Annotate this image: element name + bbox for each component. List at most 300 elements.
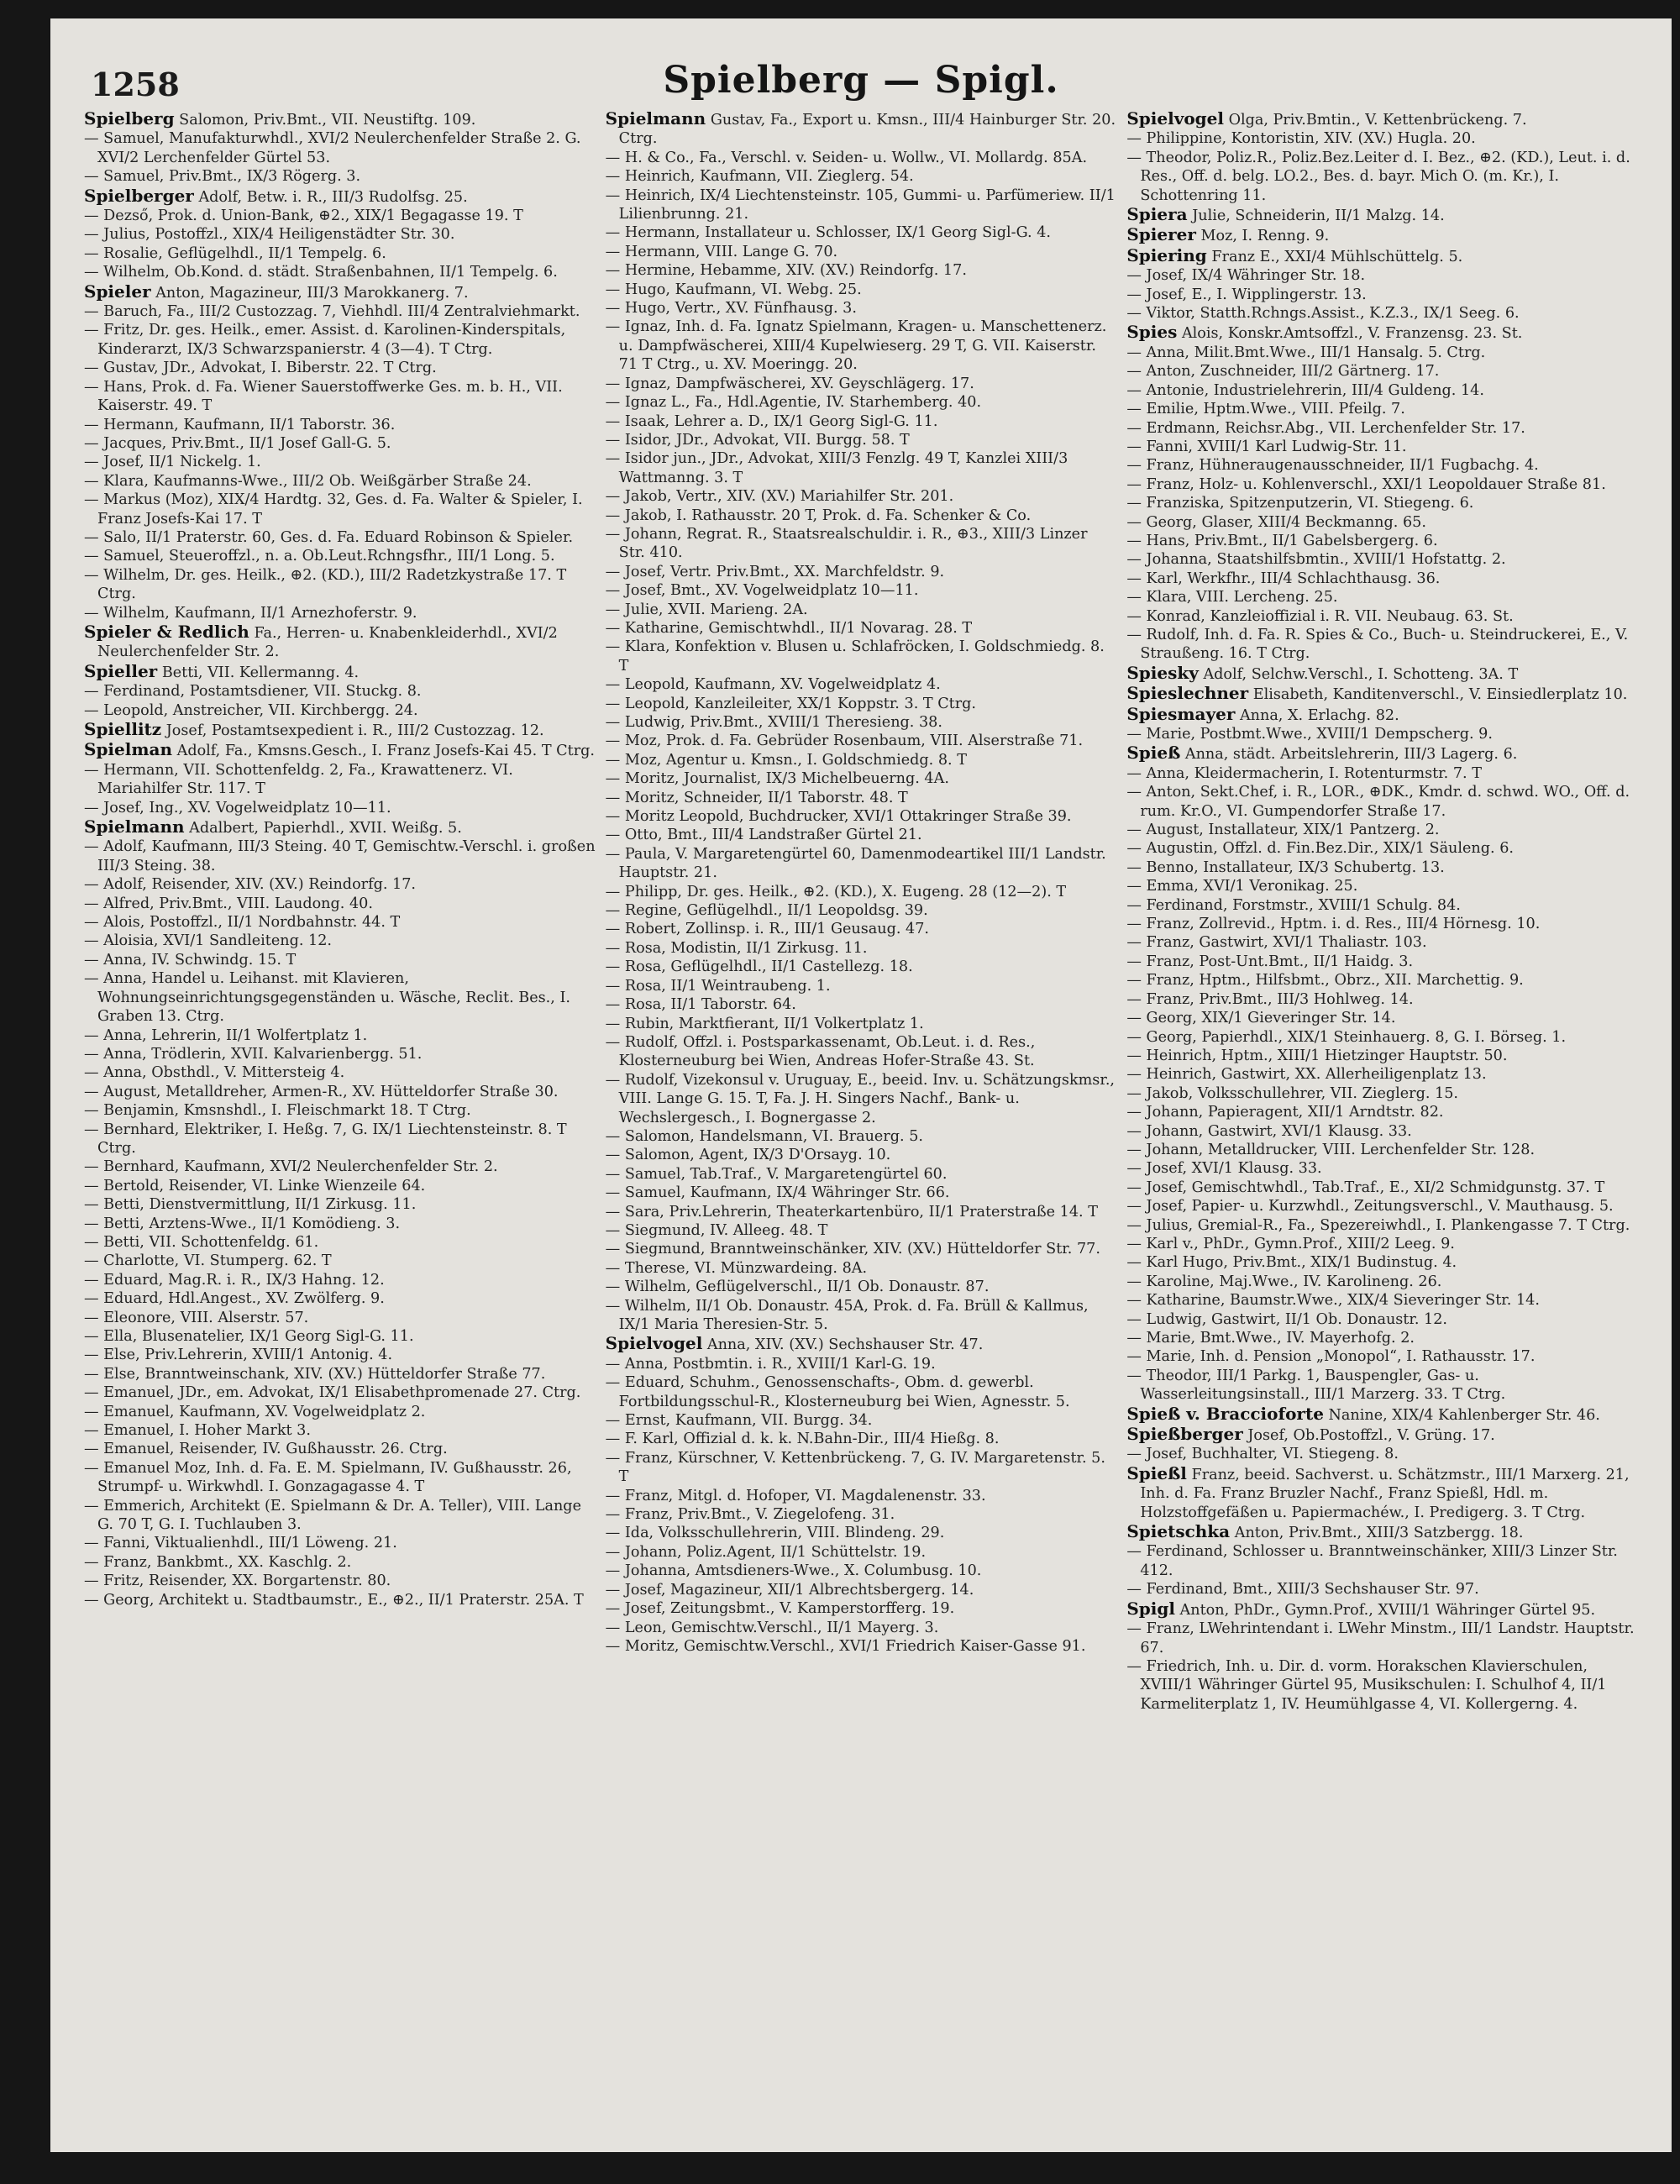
directory-entry [606, 281, 1117, 299]
entry-text: — Rubin, Marktfierant, II/1 Volkertplatz 1. [605, 1015, 924, 1032]
entry-text: — Klara, Konfektion v. Blusen u. Schlafröcken, I. Goldschmiedg. 8. T [605, 638, 1105, 675]
directory-entry [606, 713, 1117, 732]
entry-text: — Moz, Prok. d. Fa. Gebrüder Rosenbaum, VIII. Alserstraße 71. [605, 732, 1084, 750]
directory-entry [606, 525, 1117, 563]
entry-text: Franz E., XXI/4 Mühlschüttelg. 5. [1211, 248, 1463, 265]
entry-text: — Franziska, Spitzenputzerin, VI. Stiegeng. 6. [1126, 495, 1474, 512]
directory-entry [606, 581, 1117, 600]
entry-text: — Hans, Prok. d. Fa. Wiener Sauerstoffwerke Ges. m. b. H., VII. Kaiserstr. 49. T [84, 378, 563, 415]
directory-entry [84, 1252, 596, 1270]
directory-entry [84, 951, 596, 969]
directory-entry [84, 701, 596, 720]
column-2 [606, 109, 1117, 2125]
entry-surname: Spieller [84, 660, 158, 681]
directory-entry [1126, 953, 1638, 971]
directory-entry [84, 720, 596, 740]
directory-entry [84, 207, 596, 225]
entry-text: — Ludwig, Gastwirt, II/1 Ob. Donaustr. 12. [1126, 1310, 1448, 1328]
directory-entry [84, 1233, 596, 1252]
directory-entry [84, 321, 596, 359]
entry-text: — Emanuel, I. Hoher Markt 3. [84, 1422, 311, 1440]
entry-text: — Ludwig, Priv.Bmt., XVIII/1 Theresieng. 38. [605, 714, 942, 731]
entry-text: — Karl v., PhDr., Gymn.Prof., XIII/2 Leeg. 9. [1126, 1235, 1455, 1252]
entry-text: Adolf, Selchw.Verschl., I. Schotteng. 3A. T [1203, 665, 1519, 683]
directory-entry [606, 261, 1117, 280]
entry-surname: Spielberg [84, 109, 175, 129]
directory-entry [606, 1071, 1117, 1127]
entry-text: — Salomon, Handelsmann, VI. Brauerg. 5. [605, 1127, 923, 1145]
entry-text: — Fritz, Dr. ges. Heilk., emer. Assist. d. Karolinen-Kinderspitals, Kinderarzt, IX/3 Schwarzspanierstr. 4 (3—4). T Ctrg. [84, 322, 566, 358]
directory-entry [1126, 438, 1638, 456]
entry-text: — Isidor, JDr., Advokat, VII. Burgg. 58. T [605, 431, 910, 449]
directory-entry [1126, 1273, 1638, 1291]
entry-text: — Robert, Zollinsp. i. R., III/1 Geusaug. 47. [605, 921, 930, 938]
directory-entry [606, 807, 1117, 826]
directory-entry [1126, 494, 1638, 512]
directory-entry [1126, 1047, 1638, 1065]
directory-entry [84, 225, 596, 244]
entry-text: — Rudolf, Offzl. i. Postsparkassenamt, Ob.Leut. i. d. Res., Klosterneuburg bei Wien, Andreas Hofer-Straße 43. St. [605, 1033, 1036, 1070]
entry-text: — Franz, Post-Unt.Bmt., II/1 Haidg. 3. [1126, 953, 1414, 970]
entry-text: Olga, Priv.Bmtin., V. Kettenbrückeng. 7. [1228, 112, 1527, 129]
directory-entry [1126, 419, 1638, 438]
entry-text: — Emanuel, Reisender, IV. Gußhausstr. 26. Ctrg. [84, 1441, 448, 1458]
directory-entry [1126, 286, 1638, 304]
directory-entry [606, 1278, 1117, 1296]
entry-text: — Wilhelm, Geflügelverschl., II/1 Ob. Donaustr. 87. [605, 1278, 990, 1296]
directory-entry [606, 601, 1117, 619]
directory-entry [84, 817, 596, 837]
entry-text: — Rudolf, Vizekonsul v. Uruguay, E., beeid. Inv. u. Schätzungskmsr., VIII. Lange G. 15. T, Fa. J. H. Singers Nachf., Bank- u. Wechslergesch., I. Bognergasse 2. [605, 1071, 1115, 1126]
directory-entry [84, 1063, 596, 1082]
entry-text: — Anna, Handel u. Leihanst. mit Klavieren, Wohnungseinrichtungsgegenständen u. Wäsche, Reclit. Bes., I. Graben 13. Ctrg. [84, 970, 570, 1026]
directory-entry [1126, 1141, 1638, 1159]
entry-text: — Ignaz, Dampfwäscherei, XV. Geyschlägerg. 17. [605, 375, 974, 392]
directory-entry [84, 378, 596, 416]
directory-entry [1126, 1599, 1638, 1620]
entry-text: — Wilhelm, Ob.Kond. d. städt. Straßenbahnen, II/1 Tempelg. 6. [84, 264, 558, 281]
directory-columns [84, 109, 1638, 2125]
entry-text: — Salomon, Agent, IX/3 D'Orsayg. 10. [605, 1147, 891, 1164]
entry-text: — Emilie, Hptm.Wwe., VIII. Pfeilg. 7. [1126, 401, 1405, 418]
directory-entry [84, 799, 596, 817]
entry-text: — Josef, Ing., XV. Vogelweidplatz 10—11. [84, 799, 391, 816]
directory-entry [84, 472, 596, 491]
directory-entry [84, 453, 596, 471]
entry-text: — Franz, Priv.Bmt., III/3 Hohlweg. 14. [1126, 990, 1414, 1008]
directory-entry [606, 1033, 1117, 1071]
entry-text: — August, Installateur, XIX/1 Pantzerg. 2. [1126, 822, 1440, 839]
entry-text: Anna, XIV. (XV.) Sechshauser Str. 47. [706, 1336, 984, 1354]
directory-entry [606, 1430, 1117, 1448]
entry-text: — Johanna, Staatshilfsbmtin., XVIII/1 Hofstattg. 2. [1126, 551, 1506, 569]
entry-text: — Hermann, VII. Schottenfeldg. 2, Fa., Krawattenerz. VI. Mariahilfer Str. 117. T [84, 761, 513, 798]
entry-text: — Isidor jun., JDr., Advokat, XIII/3 Fenzlg. 49 T, Kanzlei XIII/3 Wattmanng. 3. T [605, 450, 1068, 486]
directory-entry [1126, 362, 1638, 381]
entry-text: — Eduard, Mag.R. i. R., IX/3 Hahng. 12. [84, 1271, 385, 1289]
directory-entry [84, 1195, 596, 1214]
directory-entry [1126, 129, 1638, 148]
directory-entry [1126, 1028, 1638, 1047]
entry-text: — Charlotte, VI. Stumperg. 62. T [84, 1252, 332, 1270]
entry-surname: Spiera [1126, 204, 1188, 225]
entry-text: — Samuel, Manufakturwhdl., XVI/2 Neulerchenfelder Straße 2. G. XVI/2 Lerchenfelder Gürtel 53. [84, 130, 581, 166]
entry-text: — Betti, Dienstvermittlung, II/1 Zirkusg. 11. [84, 1196, 417, 1214]
directory-entry [84, 932, 596, 950]
directory-entry [84, 282, 596, 302]
entry-text: — Else, Priv.Lehrerin, XVIII/1 Antonig. 4. [84, 1347, 393, 1364]
entry-text: — Katharine, Baumstr.Wwe., XIX/4 Sieveringer Str. 14. [1126, 1292, 1540, 1310]
entry-text: — Marie, Bmt.Wwe., IV. Mayerhofg. 2. [1126, 1330, 1415, 1347]
entry-text: — Josef, IX/4 Währinger Str. 18. [1126, 267, 1366, 285]
entry-text: — Hermine, Hebamme, XIV. (XV.) Reindorfg. 17. [605, 262, 967, 280]
directory-entry [1126, 266, 1638, 285]
entry-text: Betti, VII. Kellermanng. 4. [161, 664, 360, 681]
entry-text: — Betti, Arztens-Wwe., II/1 Komödieng. 3. [84, 1215, 401, 1232]
entry-text: — Paula, V. Margaretengürtel 60, Damenmodeartikel III/1 Landstr. Hauptstr. 21. [605, 845, 1106, 882]
directory-page [50, 18, 1672, 2152]
entry-text: — Josef, II/1 Nickelg. 1. [84, 454, 261, 471]
directory-entry [84, 1534, 596, 1552]
directory-entry [606, 1127, 1117, 1146]
entry-text: Nanine, XIX/4 Kahlenberger Str. 46. [1328, 1406, 1600, 1424]
directory-entry [606, 826, 1117, 844]
entry-text: — Ferdinand, Postamtsdiener, VII. Stuckg. 8. [84, 683, 422, 701]
directory-entry [606, 958, 1117, 976]
entry-text: Anton, Priv.Bmt., XIII/3 Satzbergg. 18. [1234, 1525, 1524, 1542]
entry-text: — Heinrich, Kaufmann, VII. Zieglerg. 54. [605, 168, 914, 186]
entry-text: — Bernhard, Kaufmann, XVI/2 Neulerchenfelder Str. 2. [84, 1158, 498, 1176]
entry-text: Julie, Schneiderin, II/1 Malzg. 14. [1192, 207, 1445, 225]
entry-text: — Regine, Geflügelhdl., II/1 Leopoldsg. 39. [605, 902, 928, 920]
directory-entry [1126, 1009, 1638, 1027]
entry-text: Adolf, Fa., Kmsns.Gesch., I. Franz Josefs-Kai 45. T Ctrg. [176, 743, 595, 760]
entry-text: — Else, Branntweinschank, XIV. (XV.) Hütteldorfer Straße 77. [84, 1365, 546, 1383]
entry-text: — Samuel, Steueroffzl., n. a. Ob.Leut.Rchngsfhr., III/1 Long. 5. [84, 548, 555, 565]
entry-surname: Spielman [84, 739, 173, 760]
directory-entry [1126, 1522, 1638, 1542]
directory-entry [606, 920, 1117, 938]
directory-entry [1126, 1253, 1638, 1272]
directory-entry [1126, 323, 1638, 343]
directory-entry [606, 751, 1117, 769]
entry-text: — Hugo, Kaufmann, VI. Webg. 25. [605, 281, 862, 298]
entry-surname: Spiesmayer [1126, 703, 1236, 724]
directory-entry [84, 837, 596, 875]
entry-text: — Anton, Zuschneider, III/2 Gärtnerg. 17. [1126, 363, 1440, 381]
entry-text: — Ella, Blusenatelier, IX/1 Georg Sigl-G. 11. [84, 1328, 414, 1345]
directory-entry [606, 695, 1117, 713]
directory-entry [1126, 971, 1638, 990]
entry-surname: Spiellitz [84, 719, 162, 739]
directory-entry [84, 1121, 596, 1158]
entry-text: — Ignaz L., Fa., Hdl.Agentie, IV. Starhemberg. 40. [605, 394, 982, 412]
directory-entry [1126, 109, 1638, 129]
directory-entry [1126, 1445, 1638, 1463]
directory-entry [84, 622, 596, 662]
directory-entry [84, 1026, 596, 1045]
directory-entry [1126, 456, 1638, 475]
directory-entry [1126, 205, 1638, 225]
running-head: Spielberg — Spigl. [663, 59, 1059, 102]
directory-entry [1126, 607, 1638, 626]
directory-entry [1126, 1464, 1638, 1522]
entry-text: — Josef, Gemischtwhdl., Tab.Traf., E., XI/2 Schmidgunstg. 37. T [1126, 1179, 1605, 1196]
entry-text: — Karoline, Maj.Wwe., IV. Karolineng. 26. [1126, 1273, 1442, 1290]
entry-text: — Baruch, Fa., III/2 Custozzag. 7, Viehhdl. III/4 Zentralviehmarkt. [84, 303, 580, 321]
directory-entry [1126, 400, 1638, 418]
entry-text: — Rosalie, Geflügelhdl., II/1 Tempelg. 6. [84, 244, 386, 262]
entry-text: — Rosa, II/1 Taborstr. 64. [605, 996, 796, 1014]
directory-entry [606, 1165, 1117, 1184]
directory-entry [606, 1259, 1117, 1278]
directory-entry [1126, 1310, 1638, 1329]
entry-text: — Erdmann, Reichsr.Abg., VII. Lerchenfelder Str. 17. [1126, 419, 1525, 437]
entry-text: — Siegmund, IV. Alleeg. 48. T [605, 1221, 828, 1239]
entry-text: — Sara, Priv.Lehrerin, Theaterkartenbüro, II/1 Praterstraße 14. T [605, 1203, 1098, 1221]
directory-entry [606, 1581, 1117, 1599]
entry-surname: Spielberger [84, 185, 194, 206]
entry-text: — Jacques, Priv.Bmt., II/1 Josef Gall-G. 5. [84, 434, 391, 452]
directory-entry [84, 302, 596, 321]
directory-entry [606, 449, 1117, 487]
entry-text: — Markus (Moz), XIX/4 Hardtg. 32, Ges. d. Fa. Walter & Spieler, I. Franz Josefs-Kai 17. T [84, 491, 583, 528]
entry-text: — Georg, Glaser, XIII/4 Beckmanng. 65. [1126, 513, 1426, 531]
directory-entry [606, 638, 1117, 675]
entry-text: — Franz, Holz- u. Kohlenverschl., XXI/1 Leopoldauer Straße 81. [1126, 475, 1606, 493]
entry-text: — Antonie, Industrielehrerin, III/4 Guldeng. 14. [1126, 381, 1484, 399]
entry-surname: Spießl [1126, 1462, 1187, 1483]
directory-entry [84, 129, 596, 167]
directory-entry [84, 167, 596, 186]
directory-entry [84, 1440, 596, 1458]
entry-text: — Bernhard, Elektriker, I. Heßg. 7, G. IX/1 Liechtensteinstr. 8. T Ctrg. [84, 1121, 567, 1157]
entry-text: Gustav, Fa., Export u. Kmsn., III/4 Hainburger Str. 20. Ctrg. [618, 112, 1116, 148]
entry-text: — Anton, Sekt.Chef, i. R., LOR., ⊕DK., Kmdr. d. schwd. WO., Off. d. rum. Kr.O., VI. Gumpendorfer Straße 17. [1126, 784, 1630, 820]
entry-surname: Spielvogel [1126, 109, 1224, 129]
directory-entry [84, 416, 596, 434]
directory-entry [84, 1383, 596, 1402]
entry-text: — Alfred, Priv.Bmt., VIII. Laudong. 40. [84, 895, 373, 912]
entry-text: — Franz, Kürschner, V. Kettenbrückeng. 7, G. IV. Margaretenstr. 5. T [605, 1449, 1105, 1486]
directory-entry [606, 487, 1117, 506]
directory-entry [1126, 475, 1638, 494]
entry-text: — Heinrich, Hptm., XIII/1 Hietzinger Hauptstr. 50. [1126, 1047, 1508, 1064]
entry-surname: Spieß v. Braccioforte [1126, 1403, 1324, 1424]
directory-entry [606, 1637, 1117, 1656]
entry-text: — Hans, Priv.Bmt., II/1 Gabelsbergerg. 6. [1126, 532, 1438, 549]
directory-entry [84, 1497, 596, 1535]
entry-text: — Karl, Werkfhr., III/4 Schlachthausg. 36. [1126, 570, 1441, 587]
directory-entry [84, 1572, 596, 1590]
entry-text: — Johann, Papieragent, XII/1 Arndtstr. 82. [1126, 1104, 1444, 1121]
directory-entry [1126, 915, 1638, 933]
directory-entry [606, 619, 1117, 638]
directory-entry [1126, 839, 1638, 858]
entry-text: Adalbert, Papierhdl., XVII. Weißg. 5. [189, 820, 462, 837]
directory-entry [1126, 344, 1638, 362]
entry-text: — Theodor, Poliz.R., Poliz.Bez.Leiter d. I. Bez., ⊕2. (KD.), Leut. i. d. Res., Off. d. belg. LO.2., Bes. d. bayr. Mich O. (m. Kr.), I. Schottenring 11. [1126, 149, 1630, 204]
directory-entry [1126, 1065, 1638, 1084]
entry-text: — Viktor, Statth.Rchngs.Assist., K.Z.3., IX/1 Seeg. 6. [1126, 305, 1520, 323]
directory-entry [606, 977, 1117, 995]
entry-text: — Georg, Papierhdl., XIX/1 Steinhauerg. 8, G. I. Börseg. 1. [1126, 1028, 1567, 1046]
entry-text: — Anna, Kleidermacherin, I. Rotenturmstr. 7. T [1126, 764, 1482, 782]
directory-entry [1126, 550, 1638, 569]
entry-text: — Josef, E., I. Wipplingerstr. 13. [1126, 286, 1367, 303]
directory-entry [606, 412, 1117, 431]
directory-entry [84, 359, 596, 377]
directory-entry [606, 431, 1117, 449]
directory-entry [1126, 1291, 1638, 1310]
entry-text: Adolf, Betw. i. R., III/3 Rudolfsg. 25. [198, 188, 468, 206]
entry-text: — Ida, Volksschullehrerin, VIII. Blindeng. 29. [605, 1525, 945, 1542]
directory-entry [1126, 1179, 1638, 1197]
entry-text: — Moritz, Gemischtw.Verschl., XVI/1 Friedrich Kaiser-Gasse 91. [605, 1637, 1086, 1655]
directory-entry [1126, 1542, 1638, 1580]
directory-entry [606, 939, 1117, 958]
directory-entry [606, 109, 1117, 149]
entry-text: — Josef, Buchhalter, VI. Stiegeng. 8. [1126, 1446, 1399, 1463]
directory-entry [1126, 664, 1638, 684]
entry-text: — Anna, Obsthdl., V. Mittersteig 4. [84, 1064, 345, 1082]
entry-surname: Spieß [1126, 743, 1181, 764]
directory-entry [1126, 743, 1638, 764]
directory-entry [1126, 1103, 1638, 1121]
directory-entry [84, 244, 596, 263]
entry-text: — Augustin, Offzl. d. Fin.Bez.Dir., XIX/1 Säuleng. 6. [1126, 840, 1514, 858]
directory-entry [84, 186, 596, 207]
directory-entry [606, 186, 1117, 224]
page-number: 1258 [91, 66, 180, 103]
directory-entry [84, 1421, 596, 1440]
entry-text: — Wilhelm, II/1 Ob. Donaustr. 45A, Prok. d. Fa. Brüll & Kallmus, IX/1 Maria Theresien-Str. 5. [605, 1297, 1089, 1333]
directory-entry [606, 167, 1117, 186]
directory-entry [84, 566, 596, 604]
entry-text: — Emma, XVI/1 Veronikag. 25. [1126, 878, 1358, 895]
directory-entry [606, 149, 1117, 167]
entry-text: — Gustav, JDr., Advokat, I. Biberstr. 22. T Ctrg. [84, 360, 437, 377]
directory-entry [84, 1365, 596, 1383]
entry-text: — Julie, XVII. Marieng. 2A. [605, 601, 808, 618]
entry-surname: Spiering [1126, 244, 1207, 265]
entry-text: — Samuel, Priv.Bmt., IX/3 Rögerg. 3. [84, 168, 361, 186]
entry-text: — Theodor, III/1 Parkg. 1, Bauspengler, Gas- u. Wasserleitungsinstall., III/1 Marzerg. 33. T Ctrg. [1126, 1367, 1506, 1404]
directory-entry [606, 1411, 1117, 1430]
entry-text: — Franz, Gastwirt, XVI/1 Thaliastr. 103. [1126, 934, 1427, 952]
directory-entry [1126, 304, 1638, 323]
entry-text: — Hermann, VIII. Lange G. 70. [605, 243, 838, 260]
entry-text: Moz, I. Renng. 9. [1200, 228, 1330, 245]
directory-entry [84, 1459, 596, 1497]
entry-text: — Moritz Leopold, Buchdrucker, XVI/1 Ottakringer Straße 39. [605, 808, 1072, 826]
entry-text: — Hermann, Installateur u. Schlosser, IX/1 Georg Sigl-G. 4. [605, 224, 1052, 242]
directory-entry [1126, 1122, 1638, 1141]
entry-text: Fa., Herren- u. Knabenkleiderhdl., XVI/2 Neulerchenfelder Str. 2. [97, 624, 558, 661]
directory-entry [84, 895, 596, 913]
directory-entry [1126, 626, 1638, 664]
directory-entry [84, 969, 596, 1026]
entry-text: — Georg, Architekt u. Stadtbaumstr., E., ⊕2., II/1 Praterstr. 25A. T [84, 1591, 584, 1609]
directory-entry [84, 1083, 596, 1101]
directory-entry [1126, 588, 1638, 606]
entry-text: — Heinrich, Gastwirt, XX. Allerheiligenplatz 13. [1126, 1066, 1487, 1084]
entry-surname: Spießberger [1126, 1424, 1243, 1445]
entry-surname: Spielmann [605, 109, 706, 129]
entry-text: — Franz, Hptm., Hilfsbmt., Obrz., XII. Marchettig. 9. [1126, 972, 1524, 990]
directory-entry [1126, 1235, 1638, 1253]
entry-text: — Johann, Poliz.Agent, II/1 Schüttelstr. 19. [605, 1543, 927, 1561]
directory-entry [606, 393, 1117, 412]
directory-entry [84, 109, 596, 129]
directory-entry [606, 507, 1117, 525]
directory-entry [606, 1487, 1117, 1505]
directory-entry [606, 732, 1117, 750]
entry-text: — Betti, VII. Schottenfeldg. 61. [84, 1233, 319, 1251]
directory-entry [84, 528, 596, 547]
entry-text: — Alois, Postoffzl., II/1 Nordbahnstr. 44. T [84, 914, 401, 932]
entry-text: — Leopold, Anstreicher, VII. Kirchbergg. 24. [84, 701, 418, 719]
directory-entry [1126, 1657, 1638, 1714]
entry-text: — Franz, Zollrevid., Hptm. i. d. Res., III/4 Hörnesg. 10. [1126, 916, 1541, 933]
directory-entry [84, 740, 596, 760]
directory-entry [1126, 858, 1638, 877]
entry-text: — Dezső, Prok. d. Union-Bank, ⊕2., XIX/1 Begagasse 19. T [84, 207, 523, 225]
entry-text: — Konrad, Kanzleioffizial i. R. VII. Neubaug. 63. St. [1126, 607, 1514, 625]
entry-text: — Benno, Installateur, IX/3 Schubertg. 13. [1126, 858, 1445, 876]
directory-entry [1126, 1404, 1638, 1425]
entry-text: — Rudolf, Inh. d. Fa. R. Spies & Co., Buch- u. Steindruckerei, E., V. Straußeng. 16. T Ctrg. [1126, 626, 1629, 663]
entry-text: — Johann, Gastwirt, XVI/1 Klausg. 33. [1126, 1122, 1412, 1140]
directory-entry [1126, 225, 1638, 245]
column-3 [1126, 109, 1638, 2125]
directory-entry [606, 318, 1117, 374]
directory-entry [606, 1543, 1117, 1562]
entry-text: — Adolf, Kaufmann, III/3 Steing. 40 T, Gemischtw.-Verschl. i. großen III/3 Steing. 38. [84, 838, 596, 874]
entry-text: — Johann, Metalldrucker, VIII. Lerchenfelder Str. 128. [1126, 1141, 1536, 1158]
entry-text: — Ignaz, Inh. d. Fa. Ignatz Spielmann, Kragen- u. Manschettenerz. u. Dampfwäscherei, XIII/4 Kupelwieserg. 29 T, G. VII. Kaiserstr. 71 T Ctrg., u. XV. Moeringg. 20. [605, 318, 1107, 374]
entry-text: — Otto, Bmt., III/4 Landstraßer Gürtel 21. [605, 827, 922, 844]
entry-text: — Anna, Trödlerin, XVII. Kalvarienbergg. 51. [84, 1045, 423, 1063]
entry-text: — Isaak, Lehrer a. D., IX/1 Georg Sigl-G. 11. [605, 412, 938, 430]
directory-entry [1126, 821, 1638, 839]
entry-surname: Spies [1126, 322, 1178, 343]
directory-entry [606, 1449, 1117, 1487]
entry-text: — Moritz, Schneider, II/1 Taborstr. 48. T [605, 789, 908, 806]
entry-text: — Fanni, XVIII/1 Karl Ludwig-Str. 11. [1126, 438, 1407, 455]
entry-text: — Eduard, Hdl.Angest., XV. Zwölferg. 9. [84, 1290, 385, 1308]
entry-text: — Ferdinand, Bmt., XIII/3 Sechshauser Str. 97. [1126, 1581, 1479, 1599]
directory-entry [606, 1146, 1117, 1164]
entry-text: — Johann, Regrat. R., Staatsrealschuldir. i. R., ⊕3., XIII/3 Linzer Str. 410. [605, 525, 1088, 562]
directory-entry [606, 1373, 1117, 1411]
directory-entry [606, 1184, 1117, 1202]
entry-text: Franz, beeid. Sachverst. u. Schätzmstr., III/1 Marxerg. 21, Inh. d. Fa. Franz Bruzler Nachf., Franz Spießl, Hdl. m. Holzstoffgefäßen u. Papiermachéw., I. Predigerg. 3. T Ctrg. [1140, 1466, 1630, 1521]
entry-text: — Josef, Magazineur, XII/1 Albrechtsbergerg. 14. [605, 1581, 974, 1599]
directory-entry [606, 563, 1117, 581]
directory-entry [84, 1403, 596, 1421]
directory-entry [1126, 381, 1638, 400]
directory-entry [1126, 513, 1638, 532]
directory-entry [606, 1015, 1117, 1033]
entry-text: — Samuel, Kaufmann, IX/4 Währinger Str. 66. [605, 1184, 950, 1202]
directory-entry [1126, 684, 1638, 704]
directory-entry [606, 1619, 1117, 1637]
directory-entry [1126, 1425, 1638, 1445]
directory-entry [84, 913, 596, 932]
entry-text: — Karl Hugo, Priv.Bmt., XIX/1 Budinstug. 4. [1126, 1254, 1457, 1272]
directory-entry [84, 1271, 596, 1289]
